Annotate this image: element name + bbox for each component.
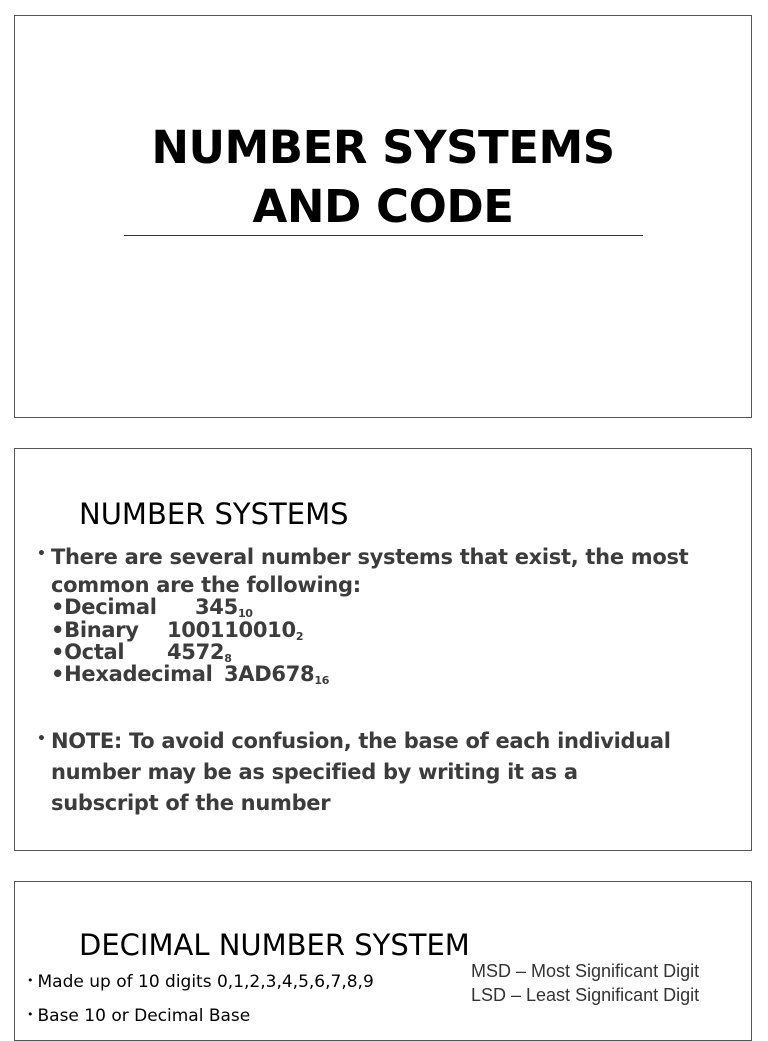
system-name: •Octal: [51, 640, 125, 664]
system-name: •Decimal: [51, 595, 157, 619]
msd-legend: MSD – Most Significant Digit: [471, 961, 700, 981]
title-line-2: AND CODE: [252, 180, 514, 233]
system-example-value: 4572: [167, 640, 225, 664]
intro-text: There are several number systems that exist, the most common are the following:: [51, 545, 689, 597]
lsd-legend: LSD – Least Significant Digit: [471, 985, 700, 1005]
slide-title: [14, 15, 752, 418]
list-item: [27, 972, 374, 992]
note-paragraph: [37, 726, 737, 819]
system-name: •Binary: [51, 618, 139, 642]
system-example-value: 3AD678: [224, 662, 315, 686]
system-base: 16: [314, 674, 330, 687]
bullet-dot: •: [37, 546, 46, 562]
title-underline: [124, 235, 643, 236]
system-base: 2: [295, 630, 304, 643]
bullet-dot: •: [37, 731, 46, 747]
note-text: NOTE: To avoid confusion, the base of each individual number may be as specified by writing it as a subscript of the number: [51, 729, 671, 815]
list-item: [27, 1006, 250, 1026]
slide-decimal-number-system: [14, 881, 752, 1041]
slide-number-systems: [14, 448, 752, 851]
title-line-1: NUMBER SYSTEMS: [151, 121, 615, 174]
system-example-value: 345: [195, 595, 238, 619]
bullet-text: Made up of 10 digits 0,1,2,3,4,5,6,7,8,9: [37, 972, 374, 992]
system-base: 8: [224, 652, 232, 665]
intro-paragraph: [37, 543, 737, 599]
bullet-dot: •: [27, 1008, 34, 1021]
bullet-dot: •: [27, 974, 34, 987]
system-example: [224, 663, 329, 692]
slide-heading: DECIMAL NUMBER SYSTEM: [79, 928, 470, 962]
system-example-value: 100110010: [167, 618, 296, 642]
bullet-text: Base 10 or Decimal Base: [37, 1006, 251, 1026]
slide-title-heading: [15, 118, 751, 236]
system-base: 10: [237, 607, 253, 620]
system-name: •Hexadecimal: [51, 662, 213, 686]
slide-heading: NUMBER SYSTEMS: [79, 497, 349, 531]
